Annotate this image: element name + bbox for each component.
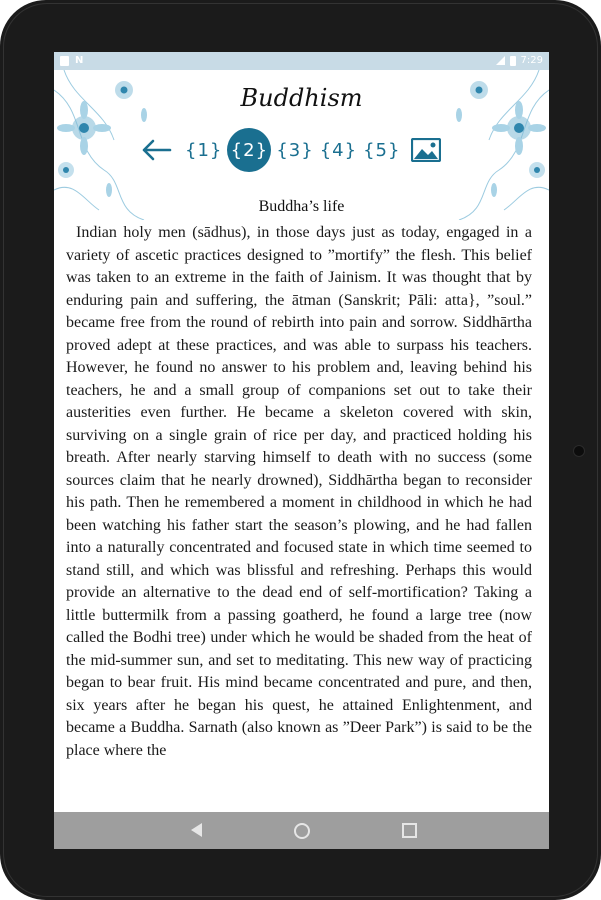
nav-back-icon[interactable] (191, 823, 202, 837)
page-button-4[interactable]: {4} (319, 139, 358, 161)
chapter-title: Buddha’s life (258, 198, 345, 215)
battery-icon (510, 56, 516, 66)
pagination-bar (140, 130, 441, 170)
page-button-3[interactable]: {3} (276, 139, 314, 161)
back-arrow-icon[interactable] (140, 137, 174, 163)
page-button-1[interactable]: {1} (185, 139, 223, 161)
camera-icon (573, 445, 585, 457)
page-button-5[interactable]: {5} (363, 139, 401, 161)
status-time: 7:29 (520, 55, 543, 66)
wifi-icon (496, 56, 505, 65)
sd-card-icon (60, 56, 69, 66)
nav-recent-apps-icon[interactable] (402, 823, 417, 838)
page-title: Buddhism (240, 84, 363, 112)
screen (54, 52, 549, 849)
system-navigation-bar (54, 812, 549, 849)
image-gallery-icon[interactable] (411, 138, 441, 162)
notification-n-icon: N (75, 55, 84, 66)
page-button-2-active[interactable]: {2} (227, 128, 271, 172)
status-bar (54, 52, 549, 70)
article-body: Indian holy men (sādhus), in those days just as today, engaged in a variety of ascetic practices designed to ”mortify” the flesh. This belief was taken to an extreme in the faith of Jainism. It was thought that by enduring pain and suffering, the ātman (Sanskrit; Pāli: atta}, ”soul.” became free from the round of rebirth into pain and sorrow. Siddhārtha proved adept at these practices, and was able to surpass his teachers. However, he found no answer to his problem and, leaving behind his teachers, he and a small group of companions set out to take their austerities even further. He became a skeleton covered with skin, surviving on a single grain of rice per day, and practiced holding his breath. After nearly starving himself to death with no success (some sources claim that he nearly drowned), Siddhārtha began to reconsider his path. Then he remembered a moment in childhood in which he had been watching his father start the season’s plowing, and he had fallen into a naturally concentrated and focused state in which time seemed to stand still, and which was blissful and refreshing. Perhaps this would provide an alternative to the dead end of self-mortification? Taking a little buttermilk from a passing goatherd, he found a large tree (now called the Bodhi tree) under which he would be shaded from the heat of the mid-summer sun, and set to meditating. This new way of practicing began to bear fruit. His mind became concentrated and pure, and then, six years after he began his quest, he attained Enlightenment, and became a Buddha. Sarnath (also known as ”Deer Park”) is said to be the place where the (66, 224, 532, 759)
nav-home-icon[interactable] (294, 823, 310, 839)
